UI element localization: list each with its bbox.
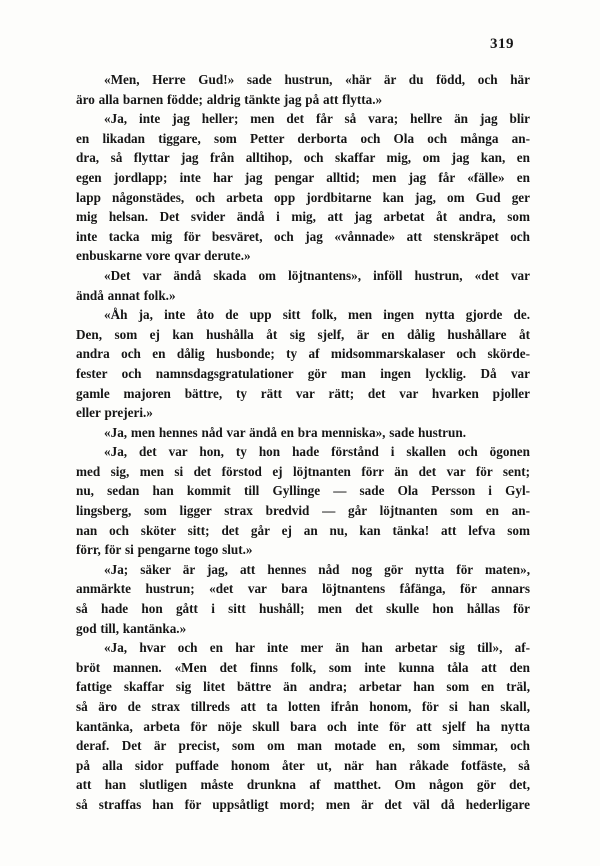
text-line: egen jordlapp; inte har jag pengar alltid; men jag får «fälle» en (76, 169, 530, 185)
text-line: lingsberg, som ligger strax bredvid — går löjtnanten som en an- (76, 503, 530, 519)
paragraph (76, 638, 530, 814)
text-line: «Det var ändå skada om löjtnantens», inföll hustrun, «det var (104, 267, 530, 283)
text-line: så straffas han för uppsåtligt mord; men är det väl då hederligare (76, 796, 530, 812)
text-line: lapp någonstädes, och arbeta opp jordbitarne kan jag, om Gud ger (76, 189, 530, 205)
text-line: äro alla barnen födde; aldrig tänkte jag på att flytta.» (76, 91, 383, 107)
text-line: fester och namnsdagsgratulationer gör man ingen lycklig. Då var (76, 365, 530, 381)
paragraph (76, 423, 530, 443)
text-line: deraf. Det är precist, som om man motade en, som simmar, och (76, 738, 530, 754)
text-line: «Ja, det var hon, ty hon hade förstånd i skallen och ögonen (104, 444, 530, 460)
body-text (76, 70, 530, 815)
text-line: en likadan tiggare, som Petter derborta och Ola och många an- (76, 130, 530, 146)
text-line: kantänka, arbeta för nöje skull bara och inte för att sjelf ha nytta (76, 718, 530, 734)
text-line: «Ja; säker är jag, att hennes nåd nog gör nytta för maten», (104, 561, 530, 577)
text-line: «Åh ja, inte åto de upp sitt folk, men ingen nytta gjorde de. (104, 307, 530, 323)
text-line: med sig, men si det förstod ej löjtnanten förr än det var för sent; (76, 463, 530, 479)
text-line: att han slutligen måste drunkna af matthet. Om någon gör det, (76, 777, 530, 793)
paragraph (76, 266, 530, 305)
text-line: andra och en dålig husbonde; ty af midsommarskalaser och skörde- (76, 346, 530, 362)
text-line: «Men, Herre Gud!» sade hustrun, «här är du född, och här (104, 72, 530, 87)
text-line: fattige skaffar sig litet bättre än andra; arbetar han som en träl, (76, 679, 530, 695)
text-line: god till, kantänka.» (76, 620, 187, 636)
text-line: så äro de strax tillreds att ta lotten ifrån honom, för si han skall, (76, 699, 530, 714)
text-line: ändå annat folk.» (76, 287, 176, 303)
text-line: «Ja, inte jag heller; men det får så vara; hellre än jag blir (104, 111, 530, 127)
text-line: gamle majoren bättre, ty rätt var rätt; det var hvarken pjoller (76, 385, 530, 401)
text-line: nu, sedan han kommit till Gyllinge — sade Ola Persson i Gyl- (76, 483, 530, 499)
paragraph (76, 109, 530, 266)
text-line: mig helsan. Det svider ändå i mig, att jag arbetat åt andra, som (76, 209, 530, 225)
text-line: på alla sidor puffade honom åter ut, när han råkade fotfäste, så (76, 757, 530, 773)
paragraph (76, 70, 530, 109)
text-line: så hade hon gått i sitt hushåll; men det skulle hon hållas för (76, 601, 530, 617)
text-line: nan och sköter sitt; det går ej an nu, kan tänka! att lefva som (76, 522, 530, 538)
text-line: anmärkte hustrun; «det var bara löjtnantens fåfänga, för annars (76, 581, 530, 597)
text-line: eller prejeri.» (76, 405, 153, 421)
page-number: 319 (490, 36, 514, 52)
text-line: dra, så flyttar jag från alltihop, och skaffar mig, om jag kan, en (76, 150, 530, 166)
text-line: enbuskarne vore qvar derute.» (76, 248, 251, 264)
text-line: förr, för si pengarne togo slut.» (76, 542, 253, 558)
paragraph (76, 442, 530, 560)
paragraph (76, 305, 530, 423)
text-line: «Ja, hvar och en har inte mer än han arbetar sig till», af- (104, 640, 530, 656)
text-line: inte tacka mig för besväret, och jag «vånnade» att stenskräpet och (76, 228, 530, 244)
text-line: «Ja, men hennes nåd var ändå en bra menniska», sade hustrun. (104, 424, 466, 440)
paragraph (76, 560, 530, 638)
text-line: Den, som ej kan hushålla åt sig sjelf, är en dålig hushållare åt (76, 326, 530, 342)
text-line: bröt mannen. «Men det finns folk, som inte kunna tåla att den (76, 659, 530, 675)
